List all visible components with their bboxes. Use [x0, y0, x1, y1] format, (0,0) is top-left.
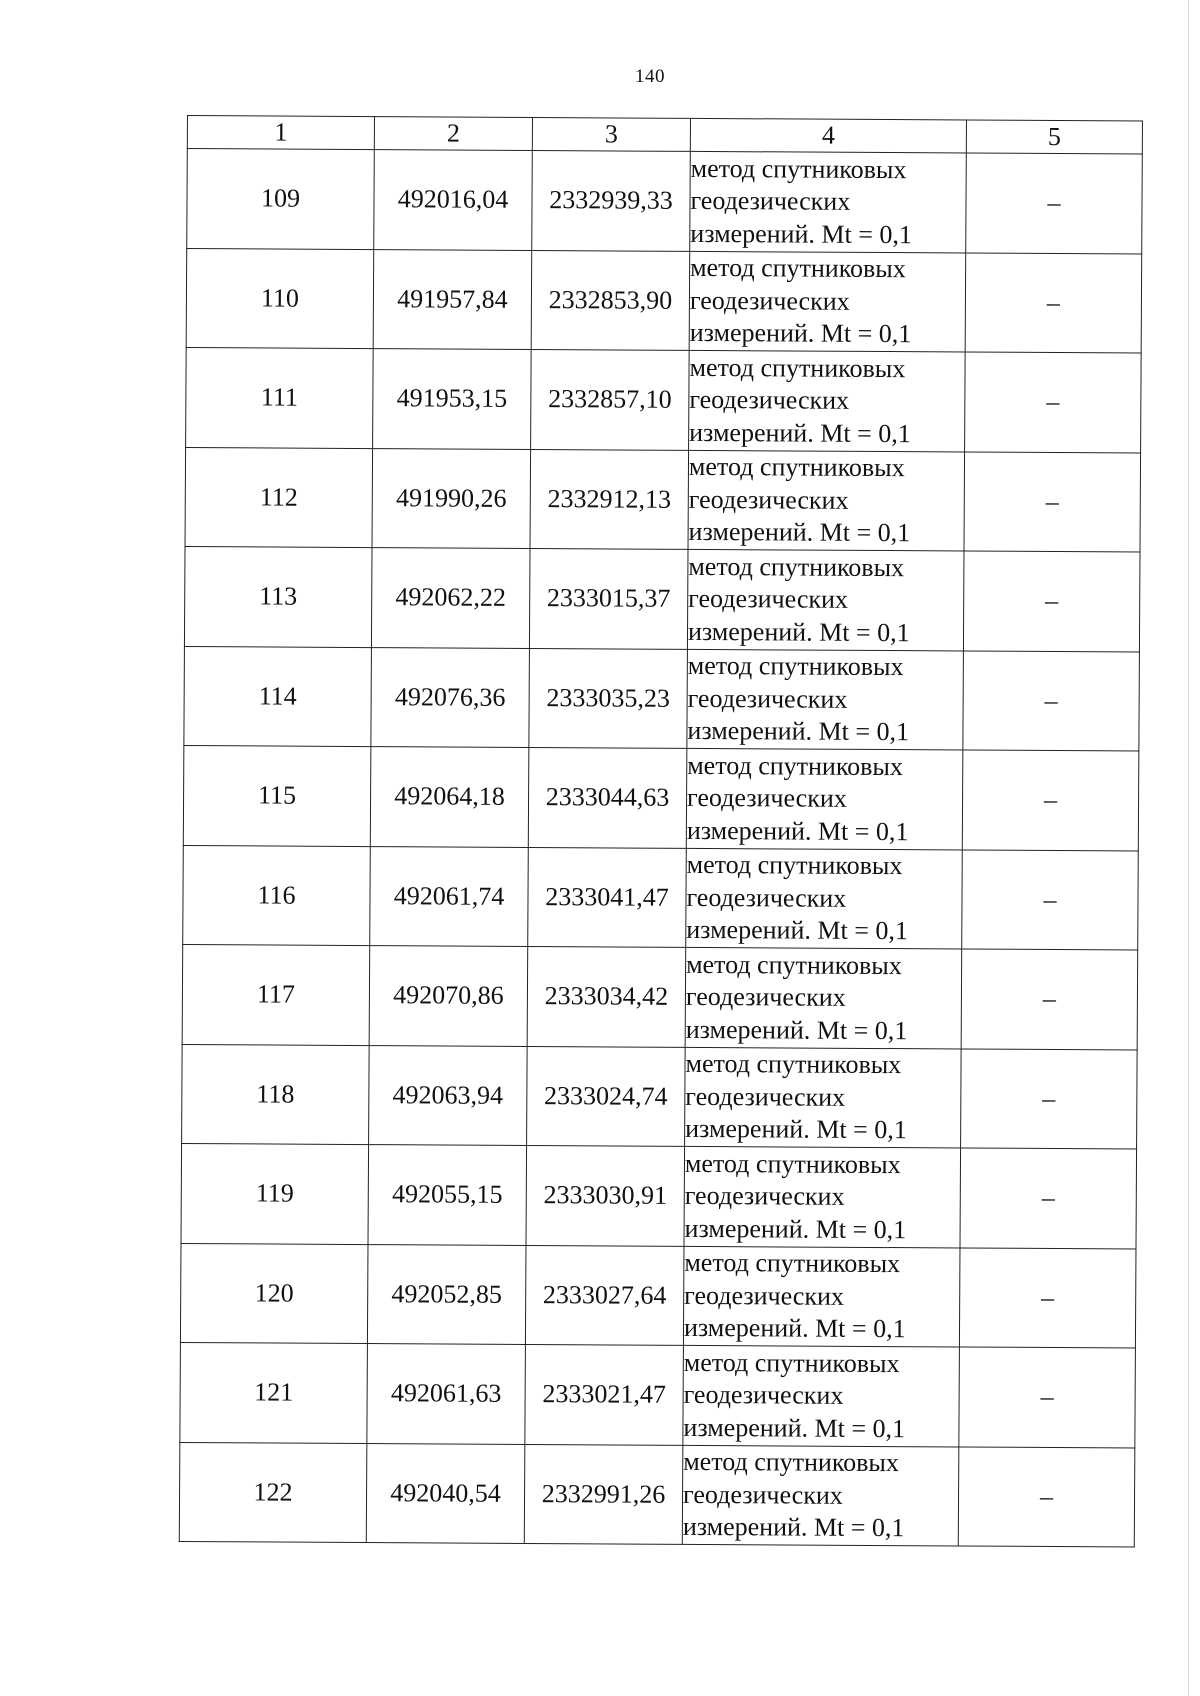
column-header-4: 4 — [690, 118, 966, 153]
method-line-3: измерений. Mt = 0,1 — [686, 815, 909, 846]
x-coordinate-cell: 492064,18 — [370, 747, 529, 847]
note-cell: – — [964, 451, 1141, 552]
method-line-3: измерений. Mt = 0,1 — [685, 1113, 907, 1145]
method-line-2: геодезических — [684, 1180, 845, 1211]
y-coordinate-cell: 2333030,91 — [526, 1145, 685, 1245]
point-number-cell: 116 — [183, 845, 371, 946]
note-cell: – — [963, 650, 1140, 751]
y-coordinate-cell: 2333027,64 — [525, 1245, 684, 1345]
x-coordinate-cell: 491990,26 — [372, 448, 531, 548]
method-line-2: геодезических — [683, 1379, 844, 1410]
method-cell — [683, 1345, 960, 1446]
point-number-cell: 112 — [185, 447, 373, 548]
method-line-3: измерений. Mt = 0,1 — [689, 317, 912, 349]
method-line-2: геодезических — [686, 882, 847, 913]
method-cell — [690, 151, 967, 252]
y-coordinate-cell: 2333041,47 — [528, 847, 687, 947]
note-cell: – — [959, 1247, 1136, 1348]
table-row — [183, 745, 1139, 850]
method-line-2: геодезических — [685, 1081, 846, 1112]
table-row — [186, 347, 1142, 452]
table-row — [180, 1243, 1136, 1348]
x-coordinate-cell: 492062,22 — [371, 548, 530, 648]
method-cell — [683, 1246, 960, 1347]
method-cell — [689, 350, 966, 451]
point-number-cell: 111 — [186, 347, 374, 448]
point-number-cell: 121 — [180, 1342, 368, 1443]
note-cell: – — [963, 551, 1140, 652]
table-row — [187, 149, 1143, 254]
y-coordinate-cell: 2332939,33 — [532, 150, 691, 250]
method-line-1: метод спутниковых — [690, 153, 907, 184]
method-cell — [689, 251, 966, 352]
y-coordinate-cell: 2332857,10 — [531, 349, 690, 449]
table-row — [182, 1044, 1138, 1149]
x-coordinate-cell: 492055,15 — [368, 1145, 527, 1245]
table-row — [183, 845, 1139, 950]
method-line-3: измерений. Mt = 0,1 — [685, 1014, 908, 1045]
scan-edge-line — [1188, 0, 1189, 1696]
method-line-1: метод спутниковых — [683, 1446, 900, 1478]
table-row — [184, 546, 1140, 651]
x-coordinate-cell: 492040,54 — [366, 1443, 525, 1543]
note-cell: – — [965, 352, 1142, 453]
point-number-cell: 115 — [183, 745, 371, 846]
method-line-1: метод спутниковых — [684, 1247, 901, 1279]
method-cell — [688, 450, 965, 551]
column-header-2: 2 — [374, 117, 532, 151]
y-coordinate-cell: 2333035,23 — [529, 648, 688, 748]
method-cell — [687, 649, 964, 750]
x-coordinate-cell: 492061,74 — [370, 846, 529, 946]
method-cell — [687, 549, 964, 650]
method-line-3: измерений. Mt = 0,1 — [684, 1213, 907, 1244]
method-line-3: измерений. Mt = 0,1 — [689, 417, 911, 448]
method-line-1: метод спутниковых — [687, 650, 904, 682]
method-line-3: измерений. Mt = 0,1 — [690, 218, 913, 249]
method-line-1: метод спутниковых — [686, 949, 902, 980]
point-number-cell: 117 — [182, 944, 370, 1045]
method-line-1: метод спутниковых — [688, 451, 905, 483]
method-cell — [682, 1445, 959, 1546]
table-row — [182, 944, 1138, 1049]
method-cell — [685, 1047, 962, 1148]
method-line-1: метод спутниковых — [688, 551, 905, 582]
page-number: 140 — [635, 66, 665, 87]
note-cell: – — [962, 849, 1139, 950]
method-line-2: геодезических — [684, 1280, 845, 1311]
method-line-3: измерений. Mt = 0,1 — [687, 616, 910, 647]
method-cell — [686, 748, 963, 849]
point-number-cell: 118 — [182, 1044, 370, 1145]
column-header-1: 1 — [187, 116, 374, 150]
y-coordinate-cell: 2333021,47 — [525, 1344, 684, 1444]
point-number-cell: 120 — [180, 1243, 368, 1344]
table-row — [184, 646, 1140, 751]
method-line-1: метод спутниковых — [685, 1048, 902, 1080]
method-line-2: геодезических — [688, 583, 849, 614]
method-line-3: измерений. Mt = 0,1 — [686, 914, 909, 946]
method-line-1: метод спутниковых — [690, 252, 906, 284]
method-line-2: геодезических — [688, 484, 849, 515]
method-line-3: измерений. Mt = 0,1 — [683, 1412, 906, 1443]
note-cell: – — [958, 1446, 1135, 1547]
x-coordinate-cell: 492063,94 — [369, 1045, 528, 1145]
note-cell: – — [962, 750, 1139, 851]
note-cell: – — [965, 252, 1142, 353]
y-coordinate-cell: 2333015,37 — [529, 548, 688, 648]
method-line-1: метод спутниковых — [687, 750, 904, 781]
method-line-2: геодезических — [690, 185, 851, 216]
method-cell — [684, 1146, 961, 1247]
x-coordinate-cell: 491957,84 — [373, 249, 532, 349]
method-line-1: метод спутниковых — [684, 1148, 901, 1179]
point-number-cell: 110 — [186, 248, 374, 349]
x-coordinate-cell: 492016,04 — [374, 150, 533, 250]
y-coordinate-cell: 2333044,63 — [528, 747, 687, 847]
method-line-2: геодезических — [686, 782, 847, 813]
method-line-1: метод спутниковых — [686, 849, 903, 881]
table-row — [180, 1342, 1136, 1447]
note-cell: – — [960, 1148, 1137, 1249]
point-number-cell: 122 — [179, 1442, 367, 1543]
method-cell — [685, 947, 962, 1048]
table-row — [181, 1143, 1137, 1248]
point-number-cell: 109 — [187, 149, 375, 250]
y-coordinate-cell: 2333024,74 — [527, 1046, 686, 1146]
method-line-1: метод спутниковых — [689, 352, 906, 383]
point-number-cell: 113 — [184, 546, 372, 647]
table-row — [185, 447, 1141, 552]
table-row — [186, 248, 1142, 353]
table-row — [179, 1442, 1135, 1547]
column-header-5: 5 — [966, 120, 1142, 154]
method-line-2: геодезических — [689, 285, 850, 316]
method-line-3: измерений. Mt = 0,1 — [682, 1511, 905, 1543]
note-cell: – — [961, 949, 1138, 1050]
x-coordinate-cell: 492076,36 — [371, 647, 530, 747]
point-number-cell: 114 — [184, 646, 372, 747]
method-line-2: геодезических — [689, 384, 850, 415]
x-coordinate-cell: 492070,86 — [369, 946, 528, 1046]
method-line-2: геодезических — [685, 981, 846, 1012]
y-coordinate-cell: 2332853,90 — [531, 250, 690, 350]
method-line-2: геодезических — [687, 683, 848, 714]
method-cell — [686, 848, 963, 949]
y-coordinate-cell: 2332912,13 — [530, 449, 689, 549]
note-cell: – — [959, 1347, 1136, 1448]
note-cell: – — [966, 153, 1143, 254]
method-line-1: метод спутниковых — [683, 1347, 900, 1378]
point-number-cell: 119 — [181, 1143, 369, 1244]
note-cell: – — [961, 1048, 1138, 1149]
coordinates-table — [179, 115, 1143, 1547]
y-coordinate-cell: 2333034,42 — [527, 946, 686, 1046]
coordinates-table-container — [179, 115, 1142, 1547]
method-line-3: измерений. Mt = 0,1 — [687, 715, 910, 747]
x-coordinate-cell: 492052,85 — [367, 1244, 526, 1344]
method-line-3: измерений. Mt = 0,1 — [683, 1312, 906, 1344]
table-header-row — [187, 116, 1142, 154]
x-coordinate-cell: 491953,15 — [373, 349, 532, 449]
x-coordinate-cell: 492061,63 — [367, 1344, 526, 1444]
method-line-2: геодезических — [682, 1479, 843, 1510]
column-header-3: 3 — [532, 117, 690, 151]
method-line-3: измерений. Mt = 0,1 — [688, 516, 911, 548]
y-coordinate-cell: 2332991,26 — [524, 1444, 683, 1544]
